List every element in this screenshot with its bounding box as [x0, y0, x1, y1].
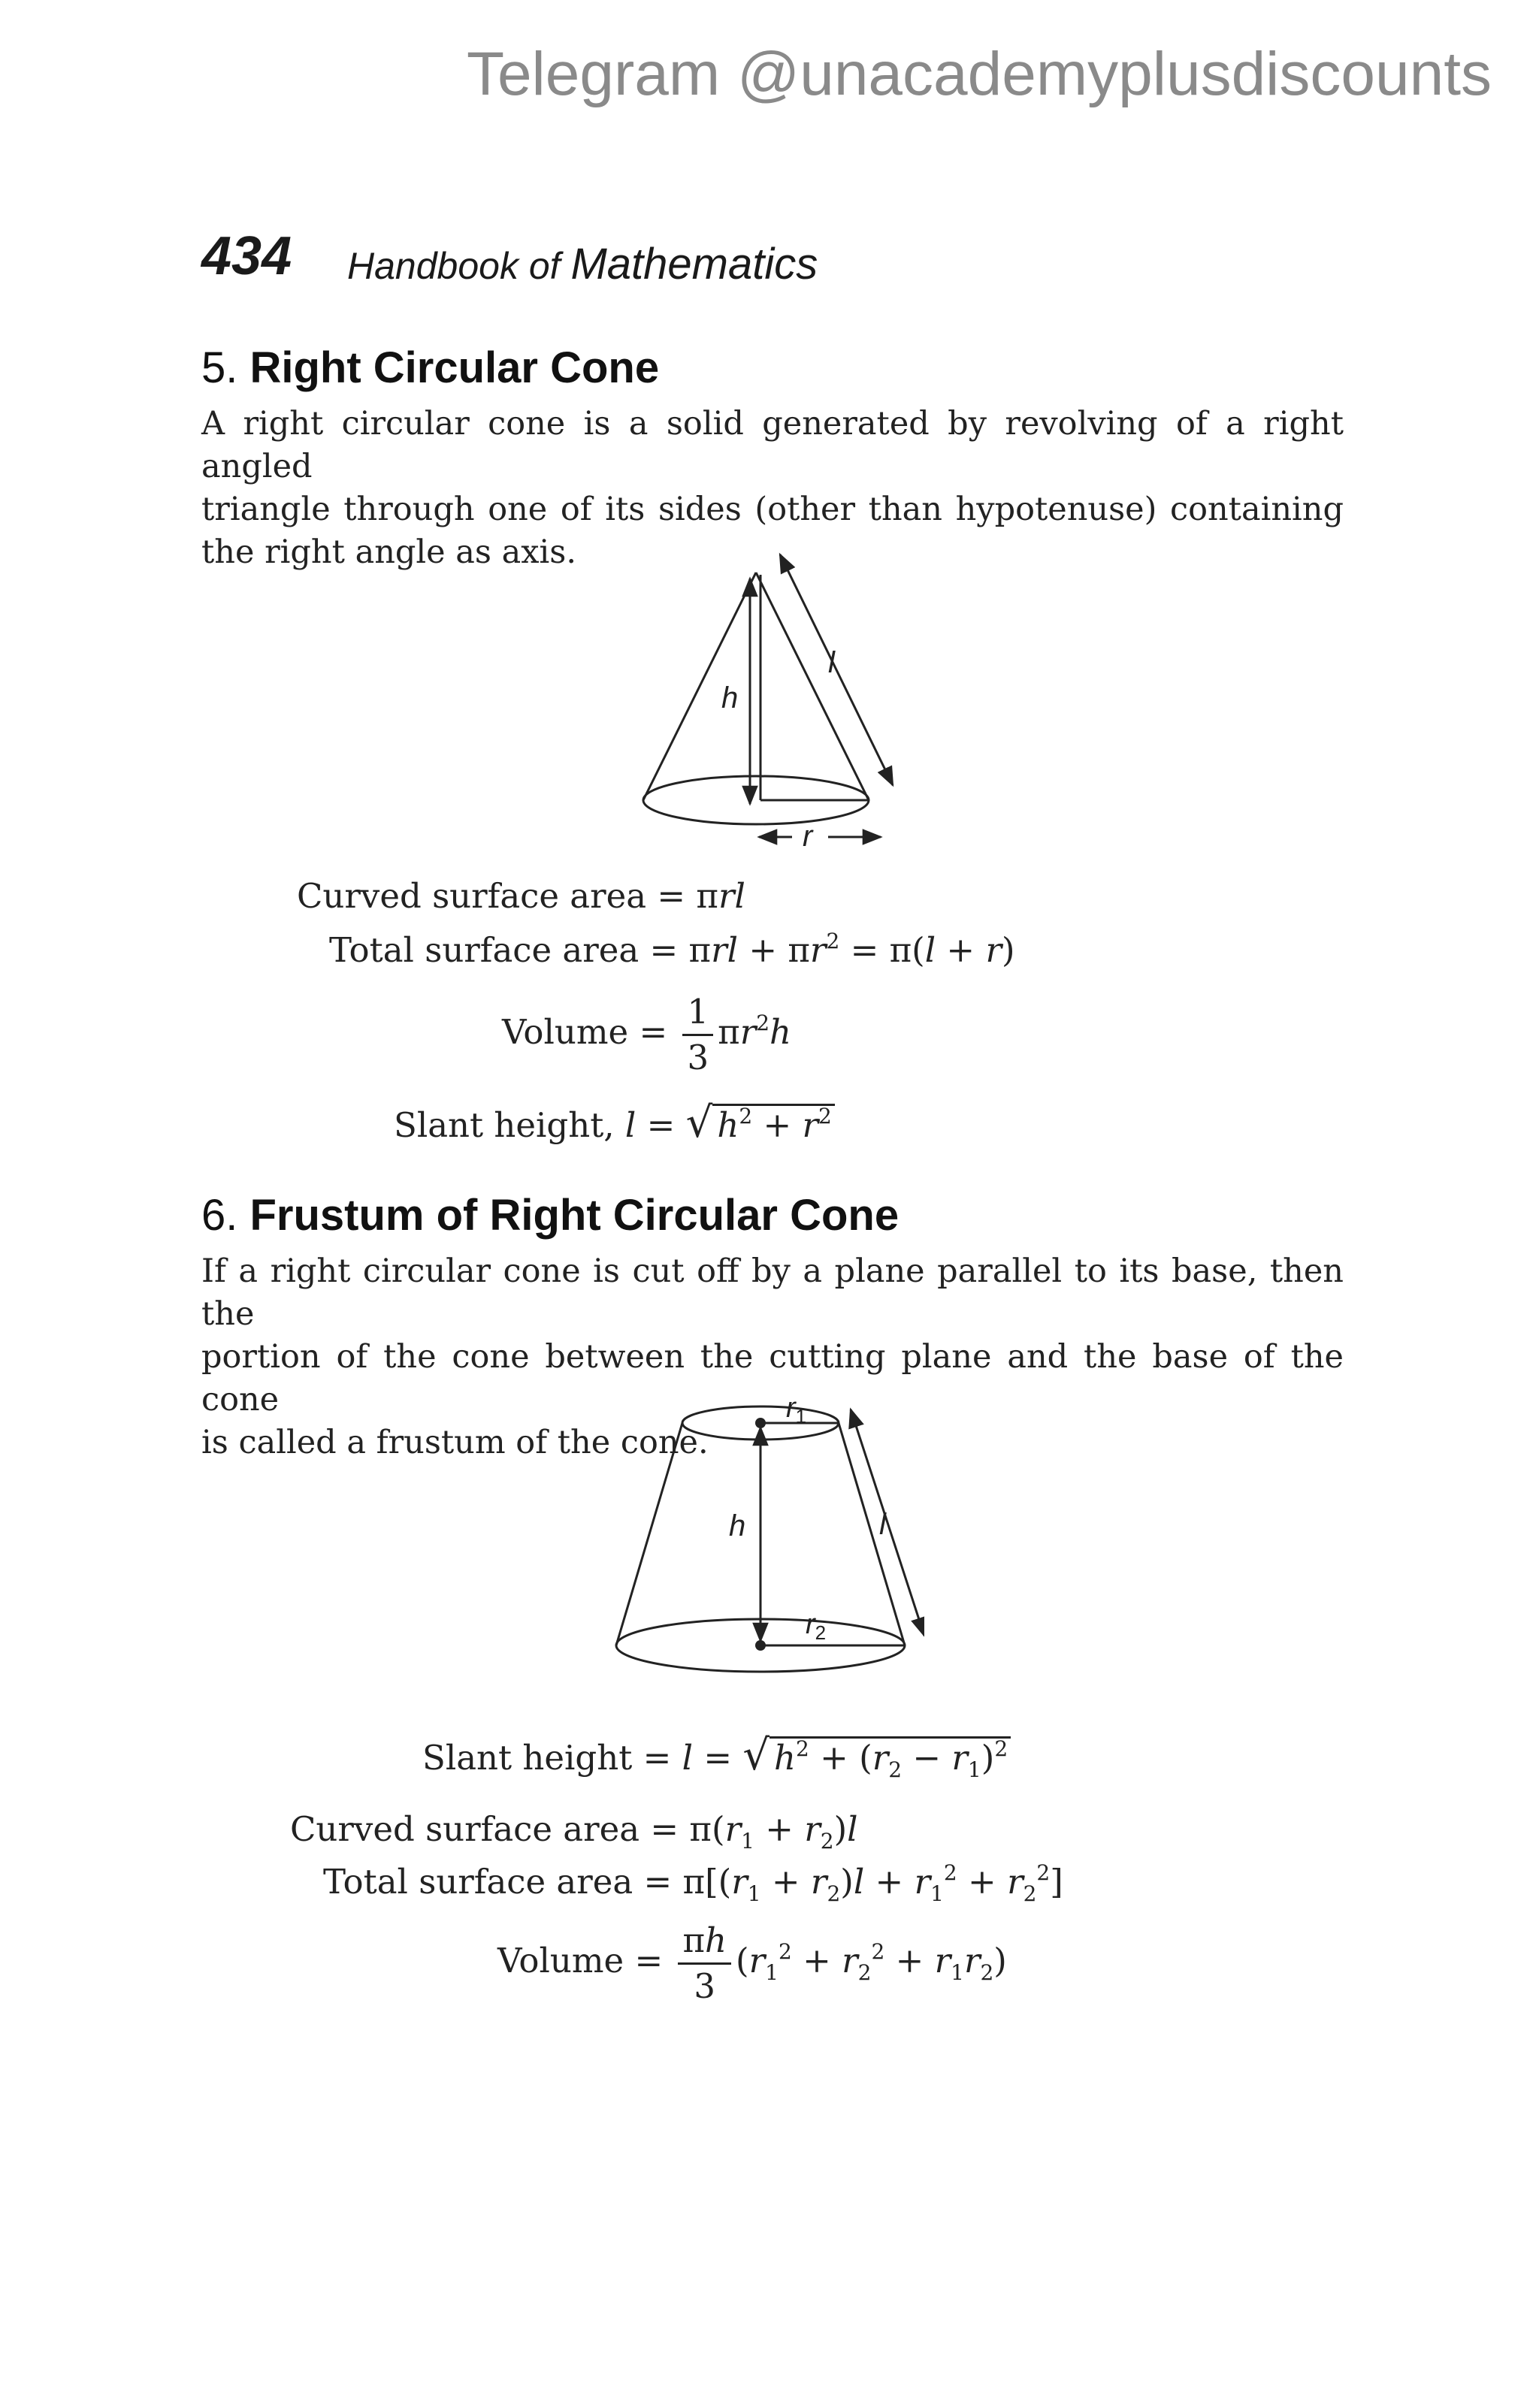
- cone-left-side: [643, 573, 756, 800]
- section-number: 6.: [201, 1191, 238, 1240]
- label-l: l: [828, 646, 835, 679]
- cone-right-side: [756, 573, 869, 800]
- base-center-dot: [755, 1640, 766, 1651]
- paragraph-line: portion of the cone between the cutting plane and the base of the cone: [201, 1338, 1344, 1419]
- paragraph-line: If a right circular cone is cut off by a plane parallel to its base, then the: [201, 1252, 1344, 1333]
- section-heading-right-circular-cone: [201, 343, 659, 393]
- book-title-subject: Mathematics: [570, 240, 818, 289]
- cone-diagram: [631, 541, 909, 857]
- paragraph-line: A right circular cone is a solid generated by revolving of a right angled: [201, 405, 1344, 485]
- frustum-left-side: [616, 1423, 682, 1645]
- formula-volume: Volume = $\frac{1}{3}$ $\pi r^2h$: [502, 990, 791, 1080]
- frustum-right-side: [839, 1423, 905, 1645]
- section-title: Frustum of Right Circular Cone: [249, 1191, 900, 1240]
- slant-height-arrow: [780, 554, 893, 785]
- formula-slant-height: Slant height, l = √ $h^2 + r^2$: [394, 1098, 835, 1147]
- label-l: l: [879, 1508, 886, 1541]
- section-title: Right Circular Cone: [249, 343, 660, 392]
- section-number: 5.: [201, 343, 238, 392]
- fraction-one-third: $\frac{1}{3}$: [682, 990, 713, 1080]
- paragraph-line: triangle through one of its sides (other than hypotenuse) containing: [201, 491, 1344, 528]
- paragraph-line: the right angle as axis.: [201, 533, 577, 571]
- book-title-prefix: Handbook of: [347, 245, 571, 287]
- formula-total-surface-area: Total surface area = $\pi rl + \pi r^2 = \pi(l + r)$: [329, 929, 1015, 970]
- formula-frustum-total-surface-area: Total surface area = $\pi[(r_1 + r_2)l + r_1^2 + r_2^2]$: [323, 1860, 1063, 1906]
- paragraph-line: is called a frustum of the cone.: [201, 1424, 709, 1461]
- label-h: h: [721, 681, 739, 715]
- fraction-pi-h-over-3: $\frac{\pi h}{3}$: [678, 1919, 731, 2008]
- label-r: r: [803, 820, 813, 853]
- section-heading-frustum: [201, 1190, 899, 1240]
- formula-frustum-curved-surface-area: Curved surface area = $\pi(r_1 + r_2)l$: [290, 1809, 858, 1854]
- formula-frustum-volume: Volume = $\frac{\pi h}{3}$ $(r_1^2 + r_2^2 + r_1r_2)$: [497, 1919, 1007, 2008]
- label-h: h: [729, 1509, 746, 1542]
- book-title: [347, 239, 818, 289]
- watermark: Telegram @unacademyplusdiscounts: [466, 40, 1492, 108]
- top-center-dot: [755, 1418, 766, 1428]
- label-r2: $r_2$: [806, 1609, 827, 1644]
- frustum-slant-arrow: [851, 1409, 924, 1636]
- square-root: √ $h^2 + (r_2 - r_1)^2$: [742, 1731, 1011, 1780]
- formula-curved-surface-area: Curved surface area = πrl: [297, 876, 745, 916]
- frustum-diagram: [609, 1384, 924, 1677]
- label-r1: $r_1$: [786, 1392, 807, 1428]
- page-number: 434: [201, 226, 292, 286]
- formula-frustum-slant-height: Slant height = l = √ $h^2 + (r_2 - r_1)^2$: [422, 1731, 1011, 1780]
- square-root: √ $h^2 + r^2$: [686, 1098, 835, 1147]
